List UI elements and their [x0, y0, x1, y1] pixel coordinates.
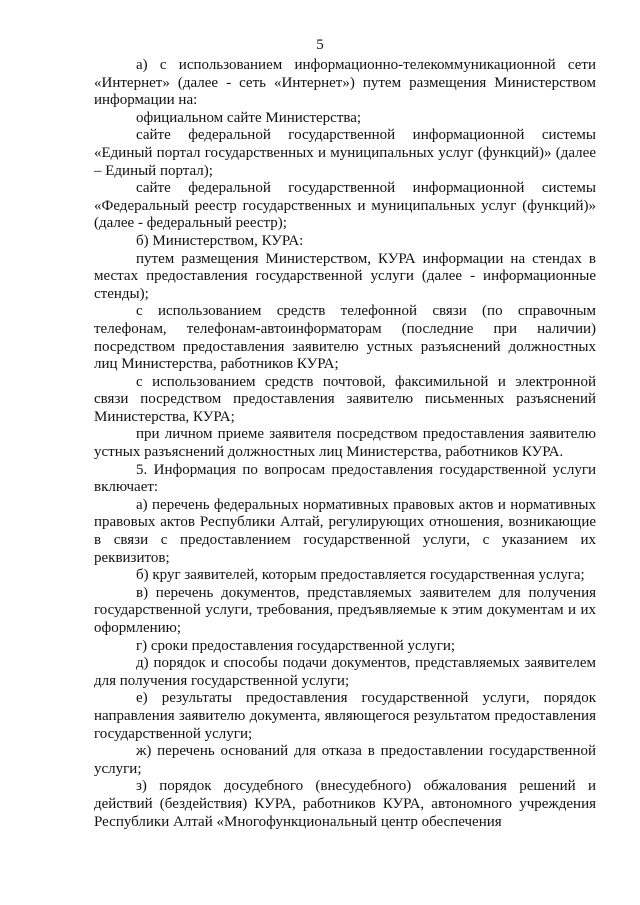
paragraph-item-a: а) перечень федеральных нормативных правовых актов и нормативных правовых актов Республики Алтай, регулирующих отношения, возникающие в связи с предоставлением государственной услуги, с указанием их реквизитов;	[94, 496, 596, 566]
paragraph-internet: а) с использованием информационно-телекоммуникационной сети «Интернет» (далее - сеть «Интернет») путем размещения Министерством информации на:	[94, 57, 596, 109]
paragraph-item-d: д) порядок и способы подачи документов, представляемых заявителем для получения государственной услуги;	[94, 655, 596, 689]
paragraph-personal-reception: при личном приеме заявителя посредством предоставления заявителю устных разъяснений должностных лиц Министерства, работников КУРА.	[94, 426, 596, 461]
paragraph-item-v: в) перечень документов, представляемых заявителем для получения государственной услуги, требования, предъявляемые к этим документам и их оформлению;	[94, 584, 596, 636]
page-number: 5	[316, 37, 324, 53]
paragraph-telephone: с использованием средств телефонной связи (по справочным телефонам, телефонам-автоинформаторам (последние при наличии) посредством предоставления заявителю устных разъяснений должностных лиц Министерства, работников КУРА;	[94, 303, 596, 373]
document-body	[94, 57, 596, 831]
paragraph-item-z: з) порядок досудебного (внесудебного) обжалования решений и действий (бездействия) КУРА, работников КУРА, автономного учреждения Республики Алтай «Многофункциональный центр обеспечения	[94, 778, 596, 830]
paragraph-section-5: 5. Информация по вопросам предоставления государственной услуги включает:	[94, 461, 596, 496]
paragraph-federal-registry: сайте федеральной государственной информационной системы «Федеральный реестр государственных и муниципальных услуг (функций)» (далее - федеральный реестр);	[94, 180, 596, 232]
paragraph-ministry-kura: б) Министерством, КУРА:	[136, 232, 304, 249]
paragraph-official-site: официальном сайте Министерства;	[136, 109, 362, 126]
paragraph-unified-portal: сайте федеральной государственной информационной системы «Единый портал государственных и муниципальных услуг (функций)» (далее – Единый портал);	[94, 127, 596, 179]
paragraph-item-b: б) круг заявителей, которым предоставляется государственная услуга;	[136, 567, 585, 584]
paragraph-item-zh: ж) перечень оснований для отказа в предоставлении государственной услуги;	[94, 743, 596, 777]
paragraph-postal: с использованием средств почтовой, факсимильной и электронной связи посредством предоставления заявителю письменных разъяснений Министерства, КУРА;	[94, 373, 596, 425]
paragraph-info-stands: путем размещения Министерством, КУРА информации на стендах в местах предоставления государственной услуги (далее - информационные стенды);	[94, 250, 596, 302]
paragraph-item-g: г) сроки предоставления государственной услуги;	[136, 637, 456, 654]
paragraph-item-e: е) результаты предоставления государственной услуги, порядок направления заявителю документа, являющегося результатом предоставления государственной услуги;	[94, 690, 596, 742]
